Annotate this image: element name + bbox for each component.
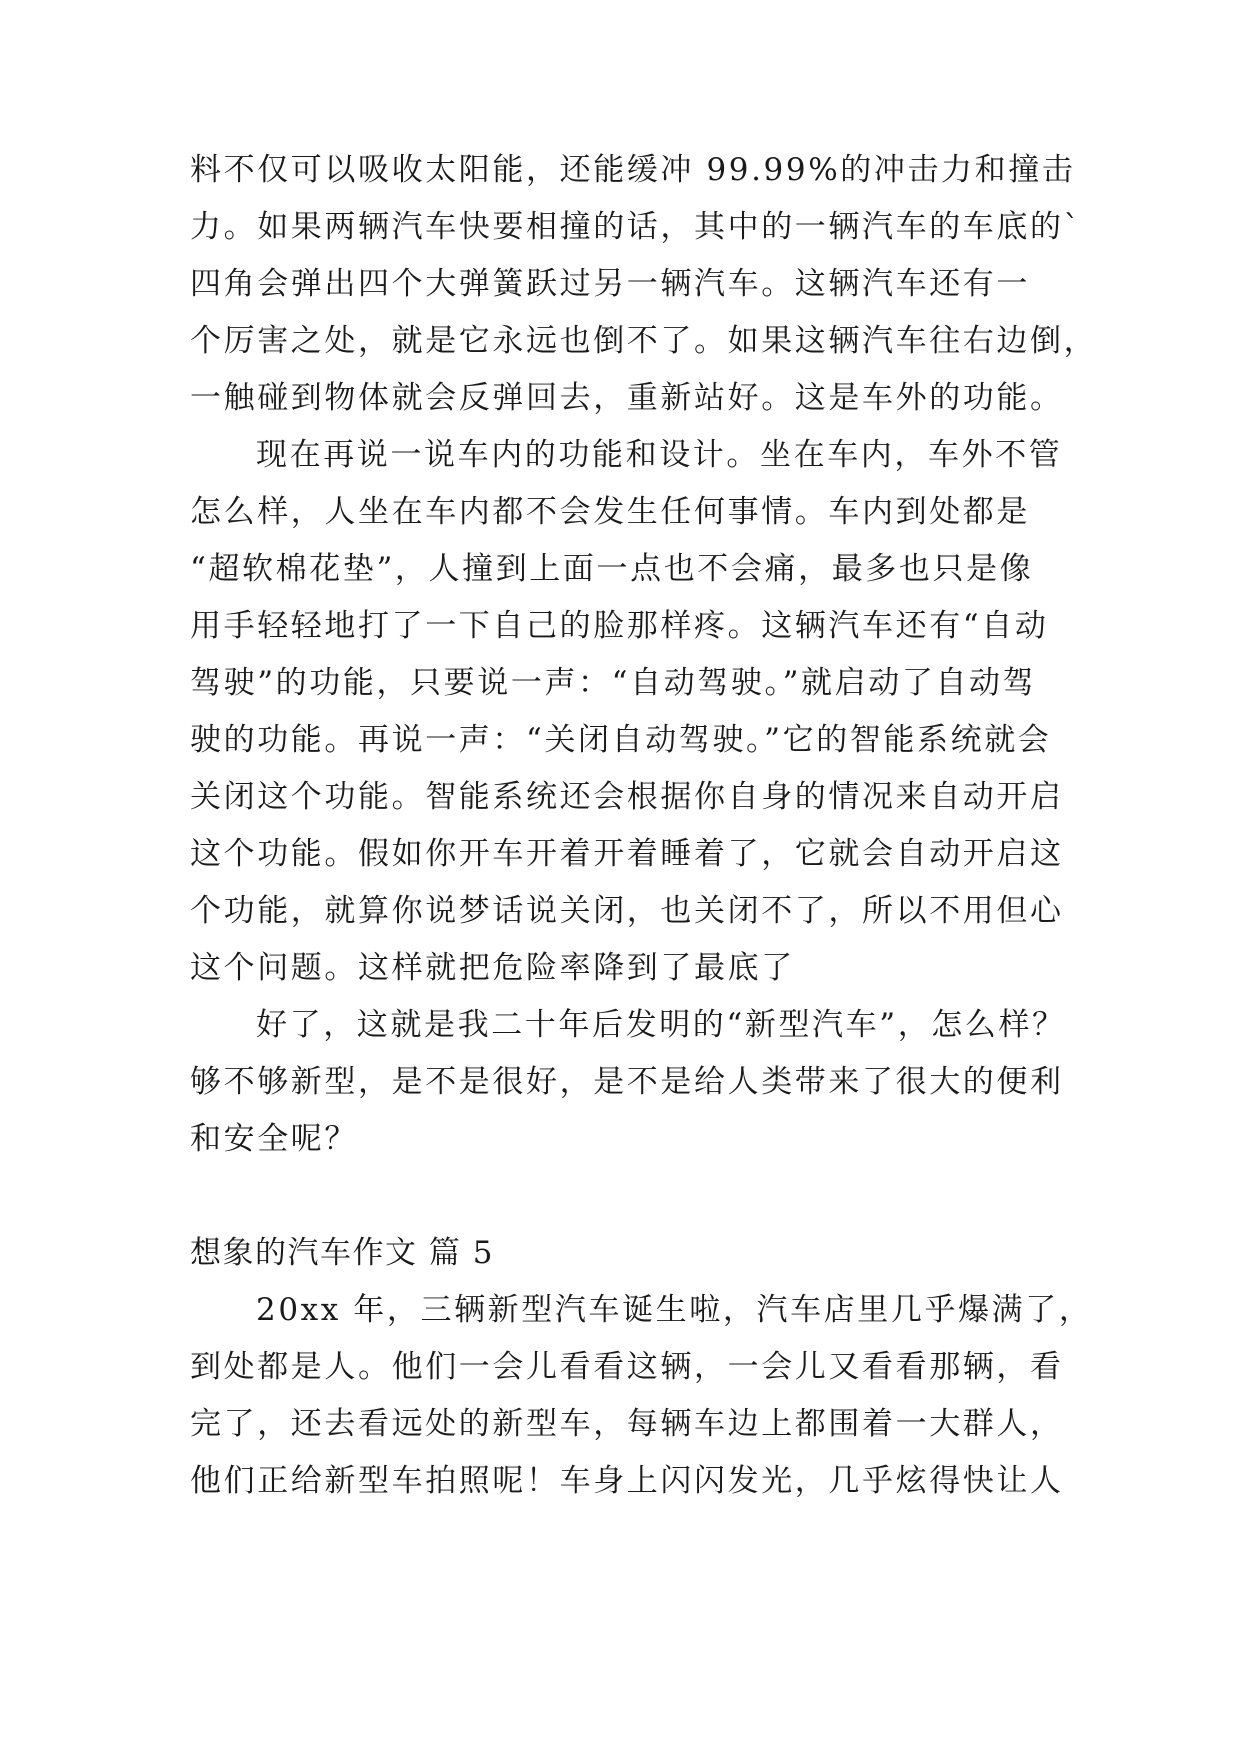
text-line: “超软棉花垫”，人撞到上面一点也不会痛，最多也只是像 [190, 551, 1034, 587]
text-line: 个厉害之处，就是它永远也倒不了。如果这辆汽车往右边倒， [190, 323, 1098, 359]
text-line: 20xx 年，三辆新型汽车诞生啦，汽车店里几乎爆满了， [256, 1292, 1093, 1328]
text-line: 一触碰到物体就会反弹回去，重新站好。这是车外的功能。 [190, 380, 1064, 416]
text-line: 力。如果两辆汽车快要相撞的话，其中的一辆汽车的车底的` [190, 209, 1082, 245]
text-line: 好了，这就是我二十年后发明的“新型汽车”，怎么样？ [256, 1007, 1066, 1043]
text-line: 完了，还去看远处的新型车，每辆车边上都围着一大群人， [190, 1406, 1064, 1442]
text-line: 怎么样，人坐在车内都不会发生任何事情。车内到处都是 [190, 494, 1030, 530]
text-line: 关闭这个功能。智能系统还会根据你自身的情况来自动开启 [190, 779, 1064, 815]
text-line: 这个问题。这样就把危险率降到了最底了 [190, 950, 795, 986]
text-line: 料不仅可以吸收太阳能，还能缓冲 99.99%的冲击力和撞击 [190, 152, 1076, 188]
text-line: 够不够新型，是不是很好，是不是给人类带来了很大的便利 [190, 1064, 1064, 1100]
text-line: 驾驶”的功能，只要说一声：“自动驾驶。”就启动了自动驾 [190, 665, 1037, 701]
text-line: 驶的功能。再说一声：“关闭自动驾驶。”它的智能系统就会 [190, 722, 1052, 758]
section-heading: 想象的汽车作文 篇 5 [190, 1235, 494, 1271]
text-line: 个功能，就算你说梦话说关闭，也关闭不了，所以不用但心 [190, 893, 1064, 929]
text-line: 到处都是人。他们一会儿看看这辆，一会儿又看看那辆，看 [190, 1349, 1064, 1385]
text-line: 这个功能。假如你开车开着开着睡着了，它就会自动开启这 [190, 836, 1064, 872]
text-line: 和安全呢？ [190, 1121, 358, 1157]
text-line: 他们正给新型车拍照呢！车身上闪闪发光，几乎炫得快让人 [190, 1463, 1064, 1499]
text-line: 用手轻轻地打了一下自己的脸那样疼。这辆汽车还有“自动 [190, 608, 1049, 644]
text-line: 现在再说一说车内的功能和设计。坐在车内，车外不管 [256, 437, 1063, 473]
text-line: 四角会弹出四个大弹簧跃过另一辆汽车。这辆汽车还有一 [190, 266, 1030, 302]
